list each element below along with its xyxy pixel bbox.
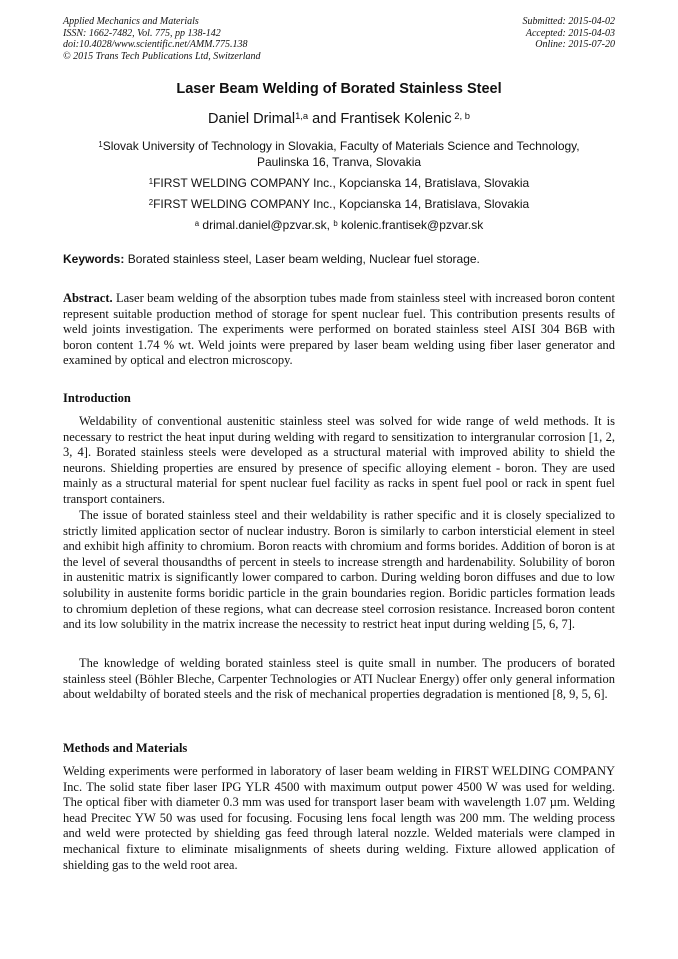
email-a-marker: a [194,218,200,228]
author-1-marker: 1,a [295,109,309,121]
abstract-text: Laser beam welding of the absorption tubes made from stainless steel with increased boron content represent suitable production method of storage for spent nuclear fuel. This contribution presents results of weld joints investigation. The experiments were performed on borated stainless steel AISI 304 B6B with boron content 1.74 % wt. Weld joints were prepared by laser beam welding using fiber laser generator and examined by optical and electron microscopy. [63,291,615,368]
affiliation-3 [0,196,678,212]
publication-dates [523,16,616,51]
accepted-date: Accepted: 2015-04-03 [525,27,615,39]
journal-info [63,16,261,62]
email-line [0,217,678,233]
email-b-marker: b [333,218,338,228]
online-date: Online: 2015-07-20 [535,39,615,50]
keywords [63,252,615,266]
doi: doi:10.4028/www.scientific.net/AMM.775.138 [63,39,248,50]
affiliation-2-marker: 1 [148,176,154,186]
introduction-paragraph-2: The issue of borated stainless steel and their weldability is rather specific and it is closely specialized to strictly limited application sector of nuclear industry. Boron is similarly to carbon intersticial element in steel and exhibit high affinity to chromium. Boron reacts with chromium and forms borides. Addition of boron is at the level of several thousandths of percent in steels to increase strength and hardenability. Solubility of boron in austenitic matrix is significantly lower compared to carbon. During welding boron diffuses and due to low solubility in austenite forms boridic particle in the grain boundaries region. Boridic particles formation leads to chromium depletion of these regions, what can decrease steel corrosion resistance. Increased boron content and its low solubility in the matrix increase the necessity to restrict heat input during welding [5, 6, 7]. [63,508,615,632]
submitted-date: Submitted: 2015-04-02 [522,16,615,27]
keywords-text: Borated stainless steel, Laser beam welding, Nuclear fuel storage. [124,252,480,266]
affiliation-2-text: FIRST WELDING COMPANY Inc., Kopcianska 14, Bratislava, Slovakia [153,176,530,190]
journal-name: Applied Mechanics and Materials [63,16,199,27]
author-conjunction: and [308,111,341,127]
methods-paragraph-1: Welding experiments were performed in laboratory of laser beam welding in FIRST WELDING COMPANY Inc. The solid state fiber laser IPG YLR 4500 with maximum output power 4500 W was used for welding. The optical fiber with diameter 0.3 mm was used for transport laser beam with wavelength 1.07 µm. Welding head Precitec YW 50 was used for focusing. Focusing lens focal length was 200 mm. The welding process and weld were protected by shielding gas feed through lateral nozzle. Welded materials were clamped in mechanical fixture to eliminate misalignments of sheets during welding. Fixture allowed application of shielding gas to the weld root area. [63,764,615,872]
affiliation-2 [0,175,678,191]
introduction-paragraph-1: Weldability of conventional austenitic stainless steel was solved for wide range of weld methods. It is necessary to restrict the heat input during welding with regard to sensitization to intergranular corrosion [1, 2, 3, 4]. Borated stainless steels were developed as a structural material with improved ability to shield the neurons. Shielding properties are ensured by presence of specific alloying element - boron. They are used mainly as a structural material for spent nuclear fuel facility as racks in spent fuel pool or rack in spent fuel transport containers. [63,414,615,506]
keywords-label: Keywords: [63,252,125,266]
introduction-heading: Introduction [63,391,131,405]
affiliation-1-line-2: Paulinska 16, Tranva, Slovakia [256,155,422,169]
introduction-paragraph-3: The knowledge of welding borated stainless steel is quite small in number. The producers of borated stainless steel (Böhler Bleche, Carpenter Technologies or ATI Nuclear Energy) offer only general information about weldabilty of borated steels and the risk of mechanical properties degradation is mentioned [8, 9, 5, 6]. [63,656,615,702]
abstract [63,291,615,369]
paper-title: Laser Beam Welding of Borated Stainless Steel [176,81,502,97]
affiliation-1-line-1: Slovak University of Technology in Slovakia, Faculty of Materials Science and Technology, [102,139,580,153]
affiliation-1-marker: 1 [98,139,103,149]
affiliation-3-marker: 2 [148,197,154,207]
abstract-label: Abstract. [63,291,113,305]
email-b: kolenic.frantisek@pzvar.sk [337,218,484,232]
issn: ISSN: 1662-7482, Vol. 775, pp 138-142 [63,27,221,39]
affiliation-3-text: FIRST WELDING COMPANY Inc., Kopcianska 14, Bratislava, Slovakia [153,197,530,211]
author-1: Daniel Drimal [208,111,296,127]
author-2: Frantisek Kolenic [340,111,452,127]
email-a: drimal.daniel@pzvar.sk, [199,218,334,232]
author-2-marker: 2, b [451,109,470,121]
copyright: © 2015 Trans Tech Publications Ltd, Switzerland [63,50,261,62]
author-line [0,111,678,127]
methods-heading: Methods and Materials [63,741,188,755]
affiliation-1 [0,138,678,170]
